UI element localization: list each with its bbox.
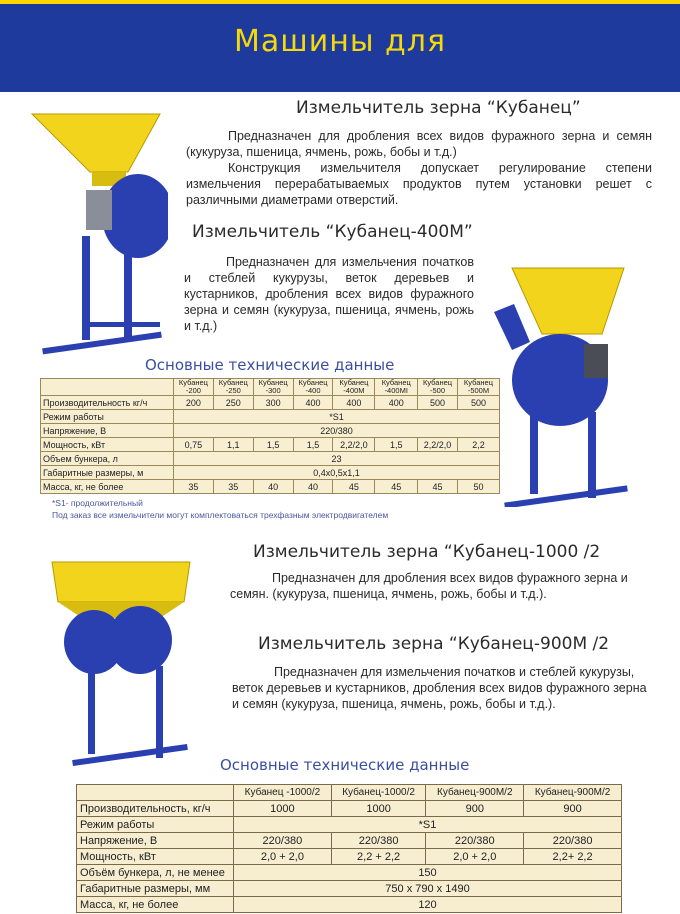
- page-title: Машины для: [233, 24, 447, 59]
- table-row: [41, 396, 500, 410]
- table1-title: Основные технические данные: [145, 356, 395, 374]
- table1-note-mode: *S1- продолжительный: [52, 498, 143, 508]
- table-header: Кубанец -400: [293, 379, 333, 396]
- table-header-row: [77, 785, 622, 801]
- table-header: Кубанец -250: [213, 379, 253, 396]
- specs-table-small: [40, 378, 500, 494]
- table-cell: 220/380: [524, 833, 622, 849]
- table-row: [41, 410, 500, 424]
- table-cell: 500: [457, 396, 499, 410]
- table-cell: 220/380: [174, 424, 500, 438]
- row-label: Напряжение, В: [41, 424, 174, 438]
- table-cell: 23: [174, 452, 500, 466]
- table-header: Кубанец -1000/2: [234, 785, 332, 801]
- table-cell: 2,2/2,0: [418, 438, 458, 452]
- table-row: [41, 480, 500, 494]
- table2-title: Основные технические данные: [220, 756, 470, 774]
- table-cell: 1000: [234, 801, 332, 817]
- machine-kubanets-image: [28, 108, 168, 368]
- product1-title: Измельчитель зерна “Кубанец”: [296, 98, 581, 118]
- product3-description: [230, 570, 650, 602]
- table-cell: 50: [457, 480, 499, 494]
- table-cell: 2,2+ 2,2: [524, 849, 622, 865]
- table-cell: 1,5: [253, 438, 293, 452]
- table-cell: 400: [375, 396, 418, 410]
- row-label: Режим работы: [77, 817, 234, 833]
- product1-para1: Предназначен для дробления всех видов фуражного зерна и семян (кукуруза, пшеница, ячмень, рожь, бобы и т.д.): [186, 129, 652, 159]
- table-cell: 900: [426, 801, 524, 817]
- product2-title: Измельчитель “Кубанец-400М”: [192, 222, 473, 242]
- row-label: Масса, кг, не более: [77, 897, 234, 913]
- table-cell: 35: [174, 480, 214, 494]
- table-header: Кубанец-900М/2: [524, 785, 622, 801]
- table-cell: 900: [524, 801, 622, 817]
- table-row: [77, 801, 622, 817]
- row-label: Объём бункера, л, не менее: [77, 865, 234, 881]
- table-row: [77, 897, 622, 913]
- table-row: [41, 466, 500, 480]
- row-label: Напряжение, В: [77, 833, 234, 849]
- table-cell: 0,75: [174, 438, 214, 452]
- table-header: Кубанец -400МI: [375, 379, 418, 396]
- table-cell: 2,2: [457, 438, 499, 452]
- table-cell: 400: [333, 396, 375, 410]
- row-label: Мощность, кВт: [41, 438, 174, 452]
- row-label: Режим работы: [41, 410, 174, 424]
- machine-kubanets-400m-image: [490, 262, 640, 507]
- row-label: Производительность, кг/ч: [77, 801, 234, 817]
- table-row: [77, 817, 622, 833]
- table-header: Кубанец -500М: [457, 379, 499, 396]
- table-row: [41, 452, 500, 466]
- table-row: [77, 881, 622, 897]
- table-cell: 1,5: [375, 438, 418, 452]
- table-cell: 1,1: [213, 438, 253, 452]
- table-cell: 0,4x0,5x1,1: [174, 466, 500, 480]
- table-corner: [41, 379, 174, 396]
- table-corner: [77, 785, 234, 801]
- table-cell: 45: [418, 480, 458, 494]
- row-label: Объем бункера, л: [41, 452, 174, 466]
- table-cell: 250: [213, 396, 253, 410]
- row-label: Мощность, кВт: [77, 849, 234, 865]
- table-row: [41, 424, 500, 438]
- row-label: Габаритные размеры, мм: [77, 881, 234, 897]
- table-cell: 45: [333, 480, 375, 494]
- table-cell: 220/380: [426, 833, 524, 849]
- table-cell: 220/380: [234, 833, 332, 849]
- table-header: Кубанец -500: [418, 379, 458, 396]
- table-cell: 220/380: [331, 833, 426, 849]
- row-label: Габаритные размеры, м: [41, 466, 174, 480]
- table-cell: 40: [293, 480, 333, 494]
- table-cell: 2,0 + 2,0: [234, 849, 332, 865]
- banner-stripe: [0, 0, 680, 4]
- table-header-row: [41, 379, 500, 396]
- product4-description: [232, 664, 652, 712]
- table-header: Кубанец -300: [253, 379, 293, 396]
- table-header: Кубанец-1000/2: [331, 785, 426, 801]
- table-row: [77, 865, 622, 881]
- machine-kubanets-1000-image: [48, 556, 198, 778]
- row-label: Масса, кг, не более: [41, 480, 174, 494]
- table-cell: 2,2 + 2,2: [331, 849, 426, 865]
- table-header: Кубанец-900М/2: [426, 785, 524, 801]
- table-cell: 45: [375, 480, 418, 494]
- product2-description: [184, 254, 474, 334]
- table-row: [77, 833, 622, 849]
- table1-note-motor: Под заказ все измельчители могут комплектоваться трехфазным электродвигателем: [52, 510, 389, 520]
- table-row: [41, 438, 500, 452]
- product4-para: Предназначен для измельчения початков и стеблей кукурузы, веток деревьев и кустарников, дробления всех видов фуражного зерна и семян (кукуруза, пшеница, ячмень, рожь, бобы и т.д.).: [232, 665, 647, 711]
- table-cell: 120: [234, 897, 622, 913]
- table-cell: 300: [253, 396, 293, 410]
- table-cell: 750 х 790 х 1490: [234, 881, 622, 897]
- table-header: Кубанец -400М: [333, 379, 375, 396]
- table-cell: 40: [253, 480, 293, 494]
- specs-table-large: [76, 784, 622, 913]
- product4-title: Измельчитель зерна “Кубанец-900М /2: [258, 634, 610, 654]
- table-header: Кубанец -200: [174, 379, 214, 396]
- product1-para2: Конструкция измельчителя допускает регулирование степени измельчения перерабатываемых продуктов путем установки решет с различными диаметрами отверстий.: [186, 161, 652, 207]
- table-cell: *S1: [174, 410, 500, 424]
- table-row: [77, 849, 622, 865]
- table-cell: 35: [213, 480, 253, 494]
- table-cell: *S1: [234, 817, 622, 833]
- table-cell: 2,2/2,0: [333, 438, 375, 452]
- product2-para: Предназначен для измельчения початков и стеблей кукурузы, веток деревьев и кустарников, дробления всех видов фуражного зерна и семян (кукуруза, пшеница, ячмень, рожь и т.д.): [184, 255, 474, 333]
- table-cell: 150: [234, 865, 622, 881]
- table-cell: 500: [418, 396, 458, 410]
- product3-title: Измельчитель зерна “Кубанец-1000 /2: [253, 542, 601, 562]
- row-label: Производительность кг/ч: [41, 396, 174, 410]
- product3-para: Предназначен для дробления всех видов фуражного зерна и семян. (кукуруза, пшеница, ячмень, рожь, бобы и т.д.).: [230, 571, 628, 601]
- product1-description: [186, 128, 652, 208]
- header-banner: [0, 0, 680, 92]
- table-cell: 2,0 + 2,0: [426, 849, 524, 865]
- table-cell: 400: [293, 396, 333, 410]
- table-cell: 1000: [331, 801, 426, 817]
- table-cell: 1,5: [293, 438, 333, 452]
- table-cell: 200: [174, 396, 214, 410]
